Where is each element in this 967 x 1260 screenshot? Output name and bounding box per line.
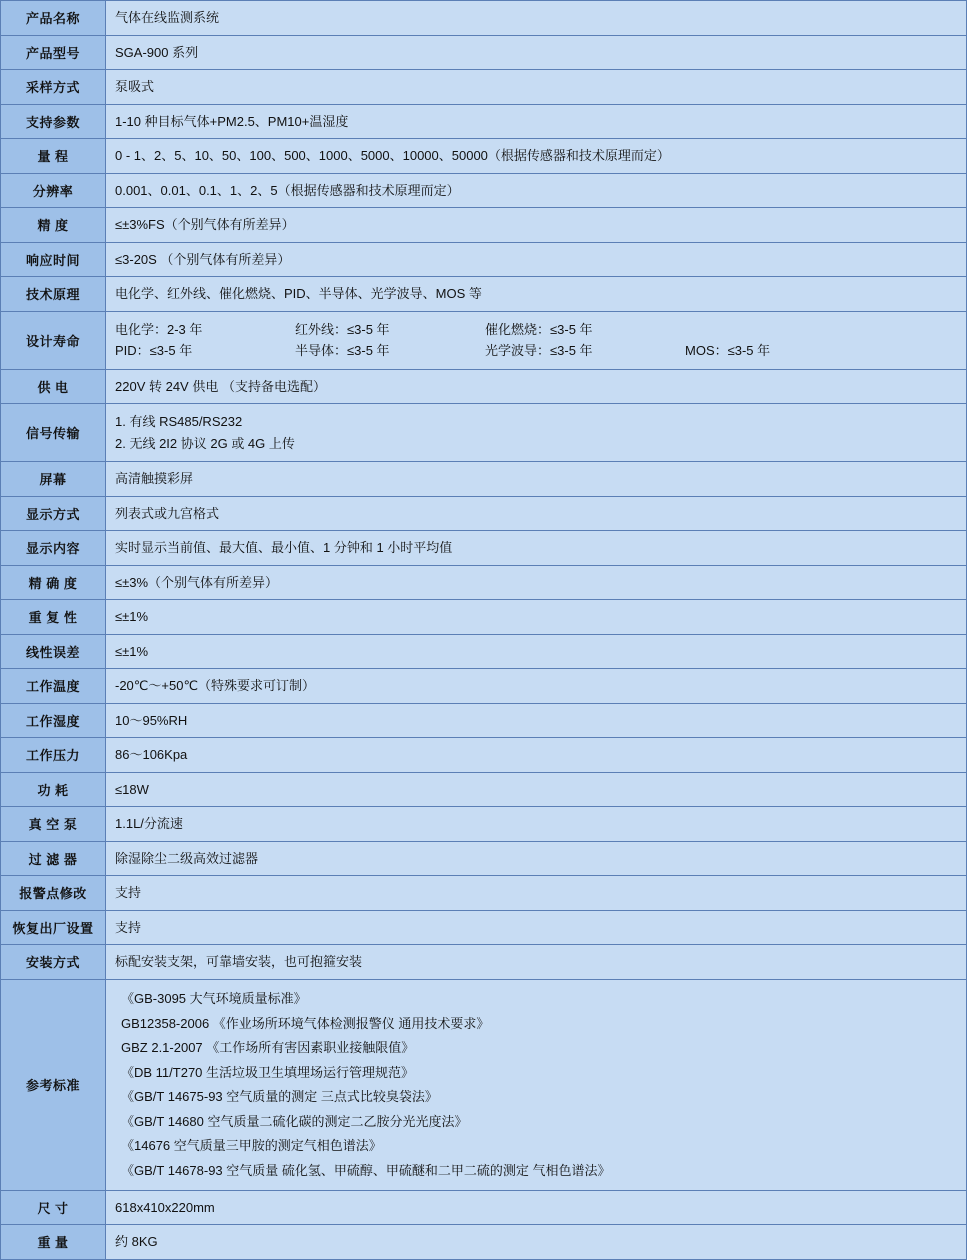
spec-label: 参考标准 [1,979,106,1190]
spec-value: ≤±1% [106,634,967,669]
spec-value: ≤18W [106,772,967,807]
table-row [1,841,967,876]
spec-label: 产品名称 [1,1,106,36]
spec-label: 恢复出厂设置 [1,910,106,945]
spec-value: ≤3-20S （个别气体有所差异） [106,242,967,277]
spec-label: 采样方式 [1,70,106,105]
spec-label: 量 程 [1,139,106,174]
spec-label: 分辨率 [1,173,106,208]
spec-value [106,979,967,1190]
standard-line: 《GB/T 14675-93 空气质量的测定 三点式比较臭袋法》 [121,1089,438,1104]
spec-value: 高清触摸彩屏 [106,462,967,497]
lifespan-cell: 电化学：2-3 年 [115,321,203,337]
spec-value: 列表式或九宫格式 [106,496,967,531]
table-row [1,1,967,36]
table-row [1,277,967,312]
spec-value: 电化学、红外线、催化燃烧、PID、半导体、光学波导、MOS 等 [106,277,967,312]
spec-label: 响应时间 [1,242,106,277]
spec-label: 精 度 [1,208,106,243]
table-row [1,70,967,105]
table-row [1,139,967,174]
table-row [1,910,967,945]
spec-value [106,404,967,462]
spec-label: 工作湿度 [1,703,106,738]
spec-value-line: 2. 无线 2I2 协议 2G 或 4G 上传 [115,435,295,451]
standard-line: 《GB/T 14678-93 空气质量 硫化氢、甲硫醇、甲硫醚和二甲二硫的测定 气相色谱法》 [121,1162,611,1178]
standard-line: 《GB-3095 大气环境质量标准》 [121,991,307,1006]
spec-value: 标配安装支架，可靠墙安装，也可抱箍安装 [106,945,967,980]
table-row [1,669,967,704]
lifespan-cell: 光学波导：≤3-5 年 [485,343,593,358]
spec-label: 工作温度 [1,669,106,704]
spec-value: 10～95%RH [106,703,967,738]
lifespan-grid [115,319,957,362]
table-row [1,311,967,369]
lifespan-cell: 半导体：≤3-5 年 [295,343,390,358]
table-row [1,369,967,404]
spec-label: 信号传输 [1,404,106,462]
table-row [1,565,967,600]
spec-label: 供 电 [1,369,106,404]
standard-line: GBZ 2.1-2007 《工作场所有害因素职业接触限值》 [121,1040,415,1055]
table-row [1,979,967,1190]
spec-label: 显示方式 [1,496,106,531]
spec-value: 泵吸式 [106,70,967,105]
spec-value: 实时显示当前值、最大值、最小值、1 分钟和 1 小时平均值 [106,531,967,566]
table-row [1,173,967,208]
lifespan-cell [685,320,805,340]
table-row [1,703,967,738]
spec-label: 报警点修改 [1,876,106,911]
spec-label: 工作压力 [1,738,106,773]
spec-value: 支持 [106,910,967,945]
table-row [1,876,967,911]
spec-value: ≤±1% [106,600,967,635]
spec-value: ≤±3%（个别气体有所差异） [106,565,967,600]
table-row [1,404,967,462]
table-row [1,772,967,807]
spec-value: 约 8KG [106,1225,967,1260]
standard-line: GB12358-2006 《作业场所环境气体检测报警仪 通用技术要求》 [121,1015,490,1031]
spec-label: 技术原理 [1,277,106,312]
standard-line: 《GB/T 14680 空气质量二硫化碳的测定二乙胺分光光度法》 [121,1113,468,1129]
spec-label: 安装方式 [1,945,106,980]
spec-value-line: 1. 有线 RS485/RS232 [115,414,243,429]
table-row [1,634,967,669]
table-row [1,35,967,70]
spec-label: 设计寿命 [1,311,106,369]
spec-value: SGA-900 系列 [106,35,967,70]
spec-value: ≤±3%FS（个别气体有所差异） [106,208,967,243]
table-row [1,104,967,139]
lifespan-cell: MOS：≤3-5 年 [685,343,771,358]
spec-label: 显示内容 [1,531,106,566]
spec-label: 功 耗 [1,772,106,807]
spec-value: 618x410x220mm [106,1190,967,1225]
table-row [1,208,967,243]
spec-label: 屏幕 [1,462,106,497]
lifespan-cell: PID：≤3-5 年 [115,343,193,358]
spec-label: 重 量 [1,1225,106,1260]
standard-line: 《14676 空气质量三甲胺的测定气相色谱法》 [121,1138,382,1153]
spec-label: 尺 寸 [1,1190,106,1225]
lifespan-cell: 催化燃烧：≤3-5 年 [485,321,593,337]
table-row [1,242,967,277]
spec-label: 真 空 泵 [1,807,106,842]
table-row [1,531,967,566]
lifespan-cell: 红外线：≤3-5 年 [295,321,390,337]
spec-value: 220V 转 24V 供电 （支持备电选配） [106,369,967,404]
table-row [1,1225,967,1260]
table-row [1,945,967,980]
lifespan-row [115,319,957,341]
table-row [1,600,967,635]
spec-label: 线性误差 [1,634,106,669]
spec-label: 精 确 度 [1,565,106,600]
table-row [1,462,967,497]
spec-value: 气体在线监测系统 [106,1,967,36]
table-row [1,738,967,773]
spec-value: 86～106Kpa [106,738,967,773]
spec-value [106,311,967,369]
spec-value: 0.001、0.01、0.1、1、2、5（根据传感器和技术原理而定） [106,173,967,208]
spec-value: 0 - 1、2、5、10、50、100、500、1000、5000、10000、50000（根据传感器和技术原理而定） [106,139,967,174]
spec-label: 支持参数 [1,104,106,139]
spec-value: 除湿除尘二级高效过滤器 [106,841,967,876]
spec-label: 重 复 性 [1,600,106,635]
spec-value: -20℃～+50℃（特殊要求可订制） [106,669,967,704]
spec-label: 过 滤 器 [1,841,106,876]
table-row [1,496,967,531]
spec-value: 1.1L/分流速 [106,807,967,842]
standard-line: 《DB 11/T270 生活垃圾卫生填埋场运行管理规范》 [121,1064,415,1080]
spec-value: 1-10 种目标气体+PM2.5、PM10+温湿度 [106,104,967,139]
spec-table-body [1,1,967,1260]
lifespan-row [115,340,957,362]
table-row [1,807,967,842]
table-row [1,1190,967,1225]
spec-label: 产品型号 [1,35,106,70]
spec-value: 支持 [106,876,967,911]
